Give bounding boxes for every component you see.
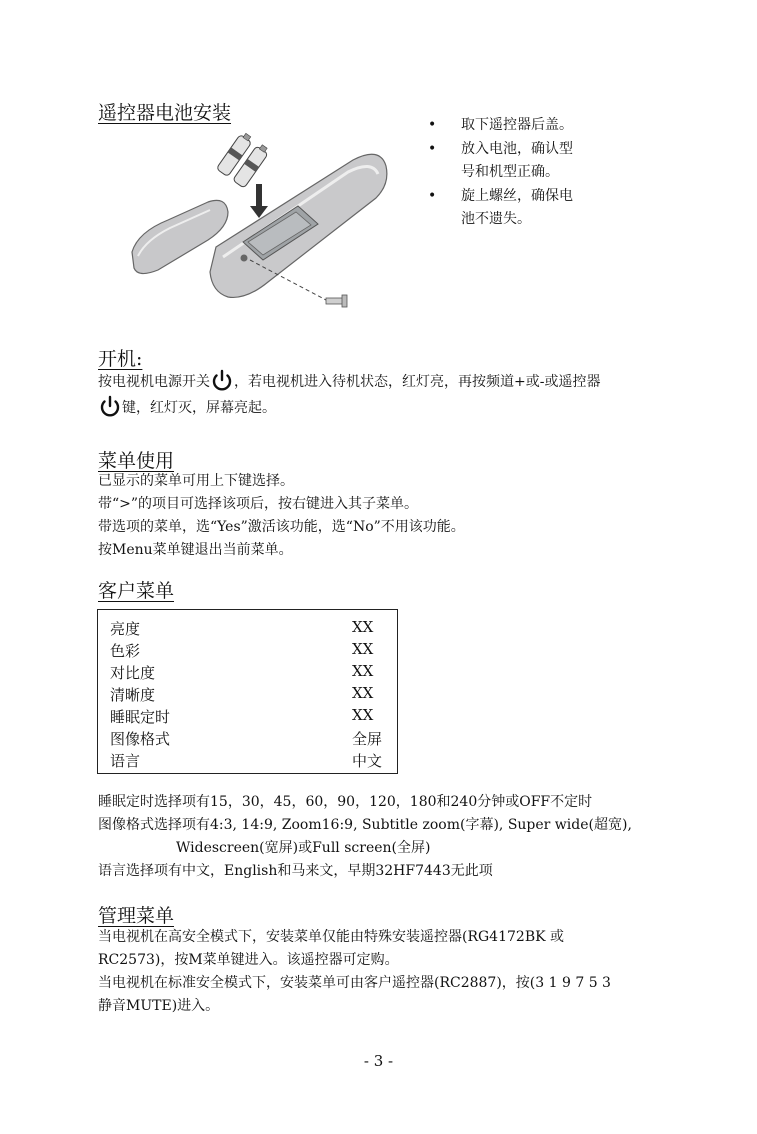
section-title-battery: 遥控器电池安装: [98, 102, 232, 124]
section-title-menu-use: 菜单使用: [98, 450, 175, 472]
menu-item-language: 语言 中文: [110, 752, 383, 770]
menu-item-picture-format: 图像格式 全屏: [110, 730, 383, 748]
menu-item-sleep-timer: 睡眠定时 XX: [110, 706, 374, 726]
battery-step: • 放入电池，确认型 号和机型正确。: [428, 138, 573, 185]
section-title-admin-menu: 管理菜单: [98, 905, 175, 927]
menu-item-sharpness: 清晰度 XX: [110, 684, 374, 704]
section-title-power: 开机:: [98, 348, 143, 370]
power-icon: [98, 395, 122, 417]
page-number: - 3 -: [363, 1052, 394, 1070]
power-paragraph: 按电视机电源开关 ，若电视机进入待机状态，红灯亮，再按频道+或-或遥控器 键，红灯灭，屏幕亮起。: [98, 369, 600, 421]
battery-step: • 取下遥控器后盖。: [428, 114, 573, 138]
customer-menu-table: [97, 609, 398, 774]
remote-battery-illustration: [128, 132, 390, 317]
battery-steps-list: [428, 114, 573, 232]
section-title-customer-menu: 客户菜单: [98, 580, 175, 602]
customer-menu-notes: 睡眠定时选择项有15，30，45，60，90，120，180和240分钟或OFF不定时 图像格式选择项有4:3, 14:9, Zoom16:9, Subtitle zoom(字幕), Super wide(超宽), Widescreen(宽屏)或Full screen(全屏) 语言选择项有中文，English和马来文，早期32HF7443无此项: [98, 794, 632, 879]
menu-item-color: 色彩 XX: [110, 640, 374, 660]
battery-step: • 旋上螺丝，确保电 池不遗失。: [428, 185, 573, 232]
menu-use-text: 已显示的菜单可用上下键选择。 带“>”的项目可选择该项后，按右键进入其子菜单。 带选项的菜单，选“Yes”激活该功能，选“No”不用该功能。 按Menu菜单键退出当前菜单。: [98, 473, 465, 558]
admin-menu-text: 当电视机在高安全模式下，安装菜单仅能由特殊安装遥控器(RG4172BK 或 RC2573)，按M菜单键进入。该遥控器可定购。 当电视机在标准安全模式下，安装菜单可由客户遥控器(RC2887)，按(3 1 9 7 5 3 静音MUTE)进入。: [98, 929, 611, 1014]
power-icon: [210, 369, 234, 391]
menu-item-contrast: 对比度 XX: [110, 662, 374, 682]
menu-item-brightness: 亮度 XX: [110, 618, 374, 638]
